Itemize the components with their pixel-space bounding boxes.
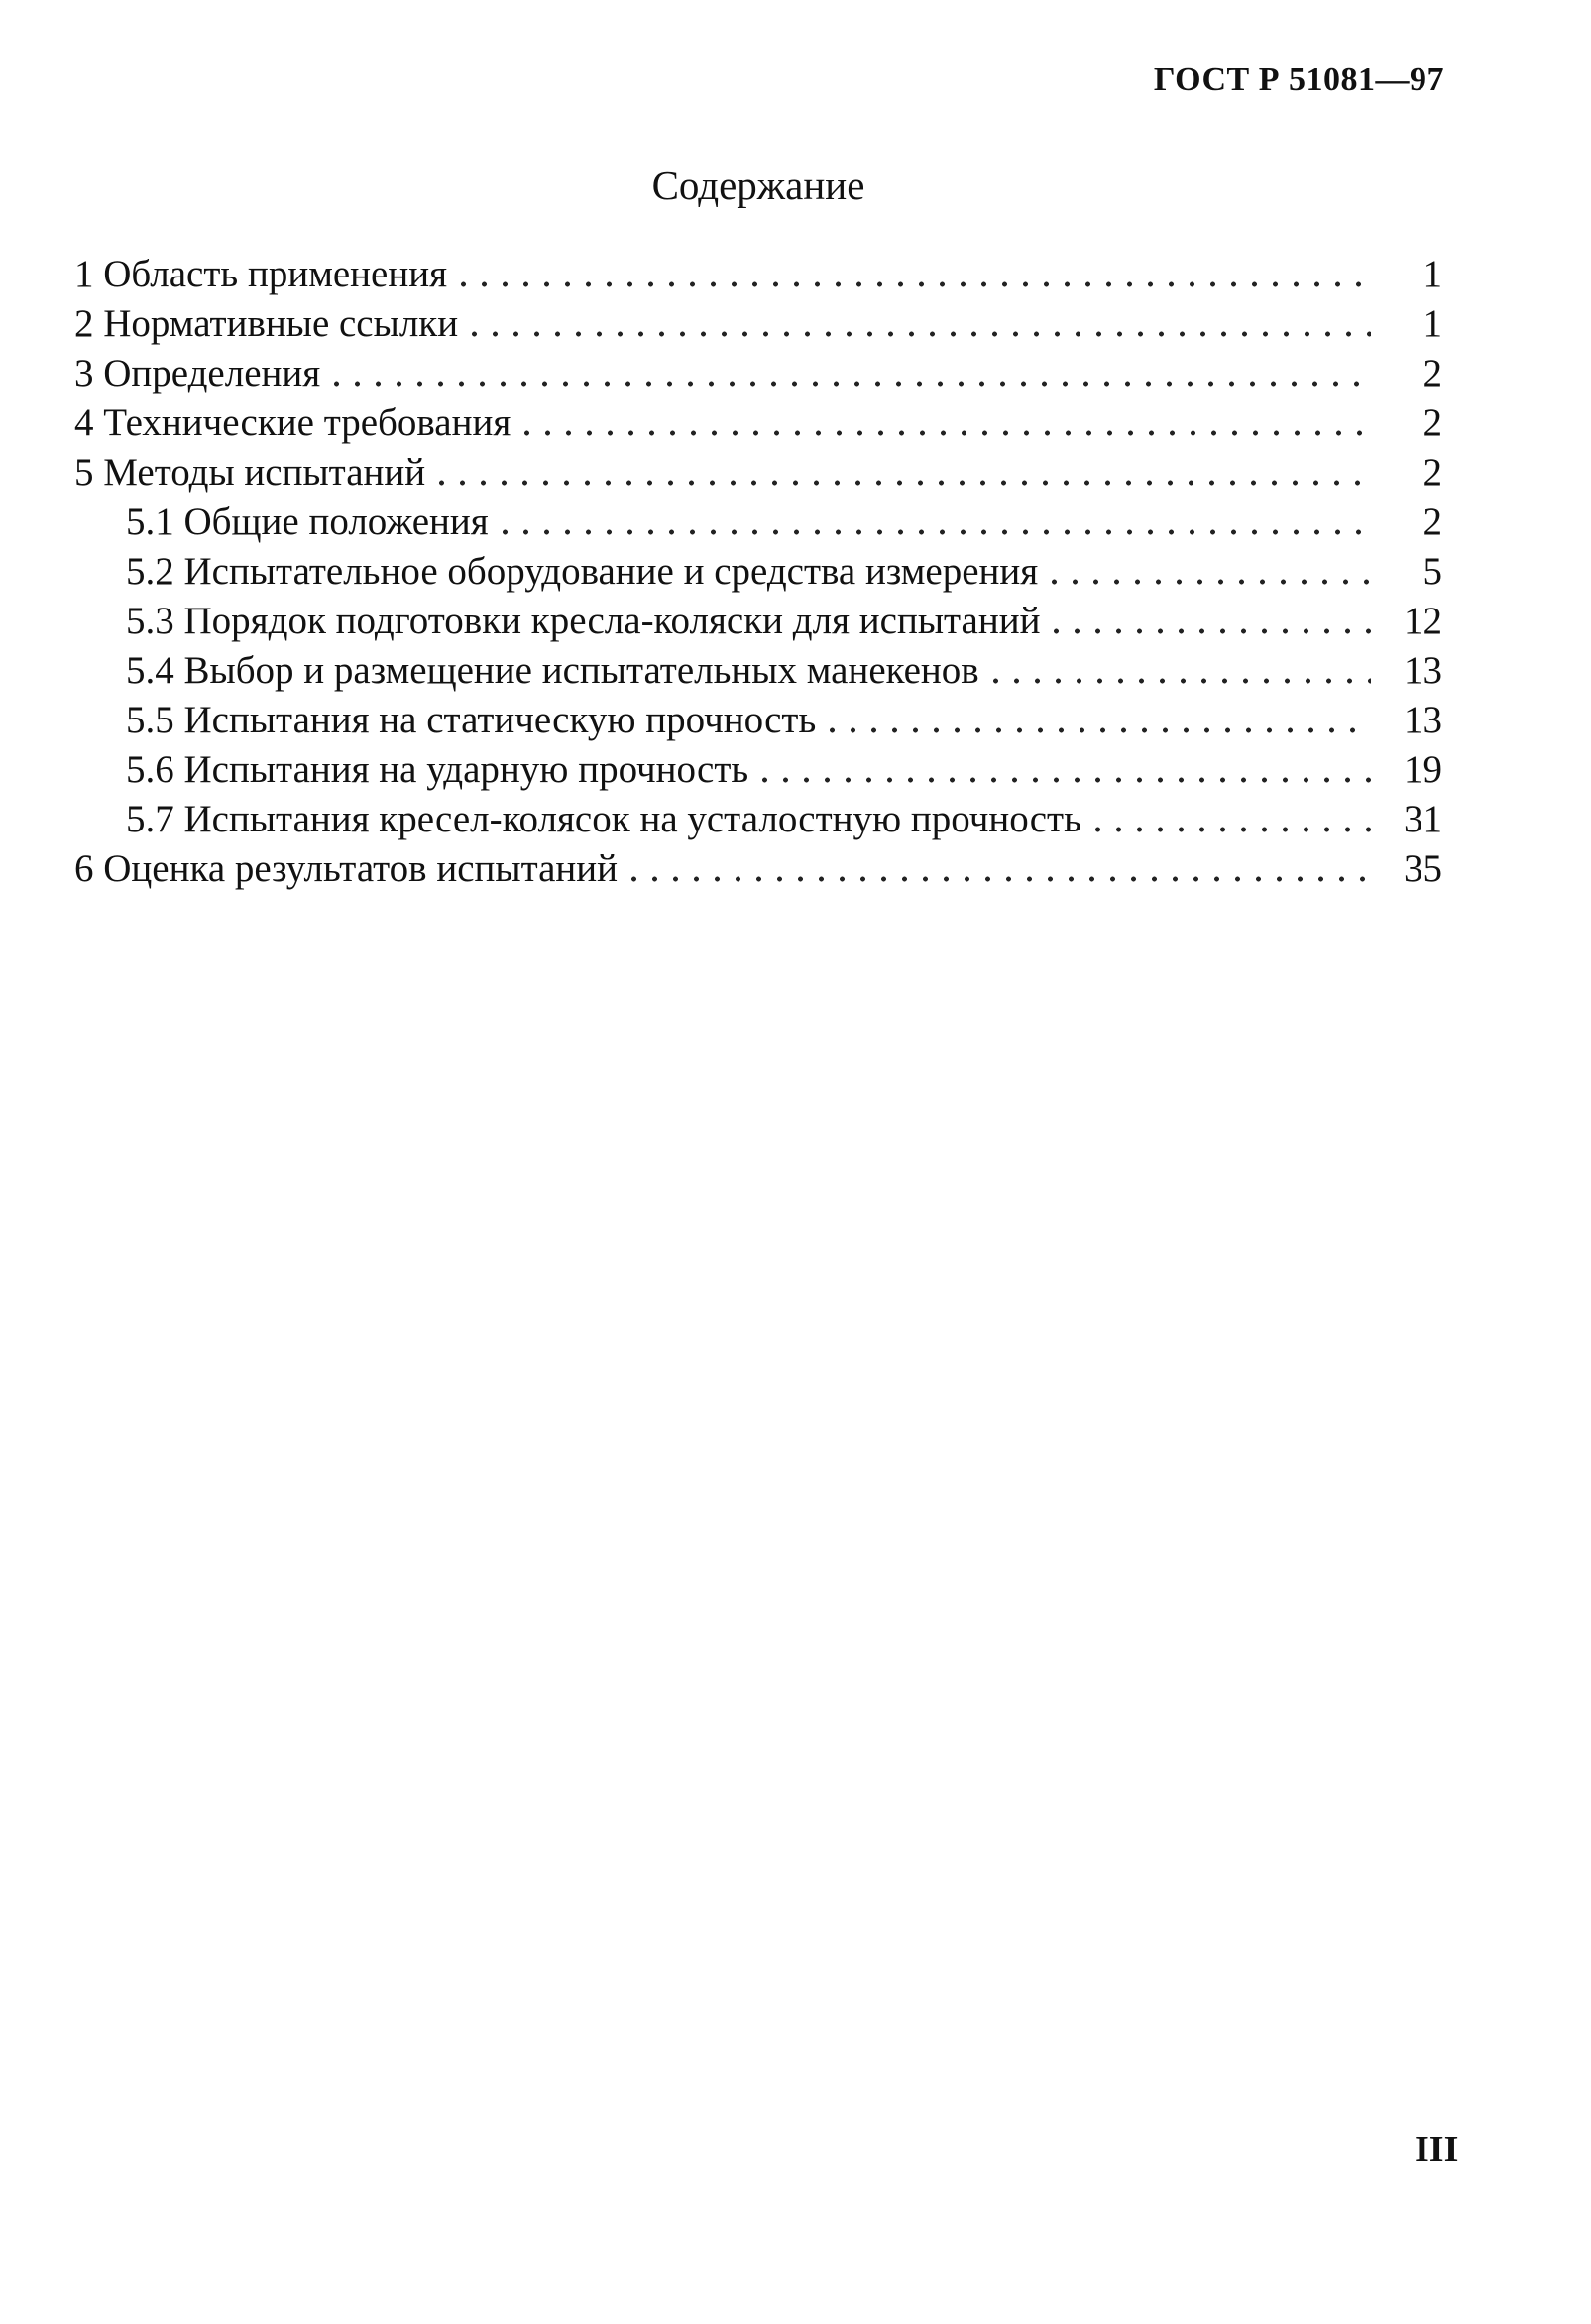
toc-dot-leader xyxy=(1046,627,1371,635)
toc-entry-label: 4 Технические требования xyxy=(74,401,511,444)
toc-dot-leader xyxy=(495,528,1371,536)
toc-entry-5 xyxy=(74,448,1442,498)
page-number: III xyxy=(1415,2129,1459,2170)
toc-entry-page-number: 13 xyxy=(1404,649,1442,692)
toc-entry-page-number: 35 xyxy=(1404,847,1442,890)
toc-entry-2 xyxy=(74,299,1442,349)
toc-entry-page-number: 12 xyxy=(1404,600,1442,642)
toc-entry-page-number: 2 xyxy=(1422,500,1442,543)
toc-entry-label: 5.7 Испытания кресел-колясок на усталостную прочность xyxy=(126,798,1081,840)
toc-entry-4 xyxy=(74,398,1442,448)
toc-entry-page-number: 31 xyxy=(1404,798,1442,840)
toc-entry-6 xyxy=(74,844,1442,894)
toc-entry-page-number: 1 xyxy=(1422,253,1442,295)
toc-dot-leader xyxy=(431,479,1371,487)
toc-entry-label: 5.1 Общие положения xyxy=(126,500,489,543)
toc-dot-leader xyxy=(985,677,1371,685)
document-code: ГОСТ Р 51081—97 xyxy=(1153,61,1444,98)
toc-entry-label: 5.4 Выбор и размещение испытательных манекенов xyxy=(126,649,979,692)
toc-entry-label: 6 Оценка результатов испытаний xyxy=(74,847,619,890)
toc-dot-leader xyxy=(624,875,1371,883)
toc-entry-5-4 xyxy=(74,646,1442,696)
toc-entry-label: 5.2 Испытательное оборудование и средства измерения xyxy=(126,550,1039,593)
table-of-contents xyxy=(74,250,1442,894)
toc-entry-5-7 xyxy=(74,795,1442,844)
toc-entry-label: 5.5 Испытания на статическую прочность xyxy=(126,699,817,741)
toc-entry-page-number: 13 xyxy=(1404,699,1442,741)
table-of-contents-title: Содержание xyxy=(651,163,865,208)
toc-dot-leader xyxy=(326,380,1371,387)
toc-dot-leader xyxy=(754,776,1371,784)
toc-entry-page-number: 2 xyxy=(1422,401,1442,444)
toc-dot-leader xyxy=(1044,578,1371,586)
toc-entry-1 xyxy=(74,250,1442,299)
toc-entry-3 xyxy=(74,349,1442,398)
toc-entry-5-5 xyxy=(74,696,1442,745)
toc-entry-label: 5 Методы испытаний xyxy=(74,451,426,494)
toc-entry-label: 5.3 Порядок подготовки кресла-коляски для испытаний xyxy=(126,600,1041,642)
toc-dot-leader xyxy=(464,330,1371,338)
toc-dot-leader xyxy=(516,429,1371,437)
toc-entry-5-1 xyxy=(74,498,1442,547)
toc-entry-5-3 xyxy=(74,597,1442,646)
toc-entry-label: 3 Определения xyxy=(74,352,321,394)
toc-entry-label: 2 Нормативные ссылки xyxy=(74,302,459,345)
toc-entry-5-6 xyxy=(74,745,1442,795)
toc-entry-label: 5.6 Испытания на ударную прочность xyxy=(126,748,749,791)
toc-entry-page-number: 1 xyxy=(1422,302,1442,345)
toc-entry-page-number: 2 xyxy=(1422,451,1442,494)
toc-dot-leader xyxy=(1087,826,1371,833)
toc-entry-page-number: 19 xyxy=(1404,748,1442,791)
toc-entry-page-number: 2 xyxy=(1422,352,1442,394)
toc-entry-label: 1 Область применения xyxy=(74,253,448,295)
toc-entry-page-number: 5 xyxy=(1422,550,1442,593)
toc-dot-leader xyxy=(822,726,1371,734)
toc-dot-leader xyxy=(453,280,1371,288)
toc-entry-5-2 xyxy=(74,547,1442,597)
